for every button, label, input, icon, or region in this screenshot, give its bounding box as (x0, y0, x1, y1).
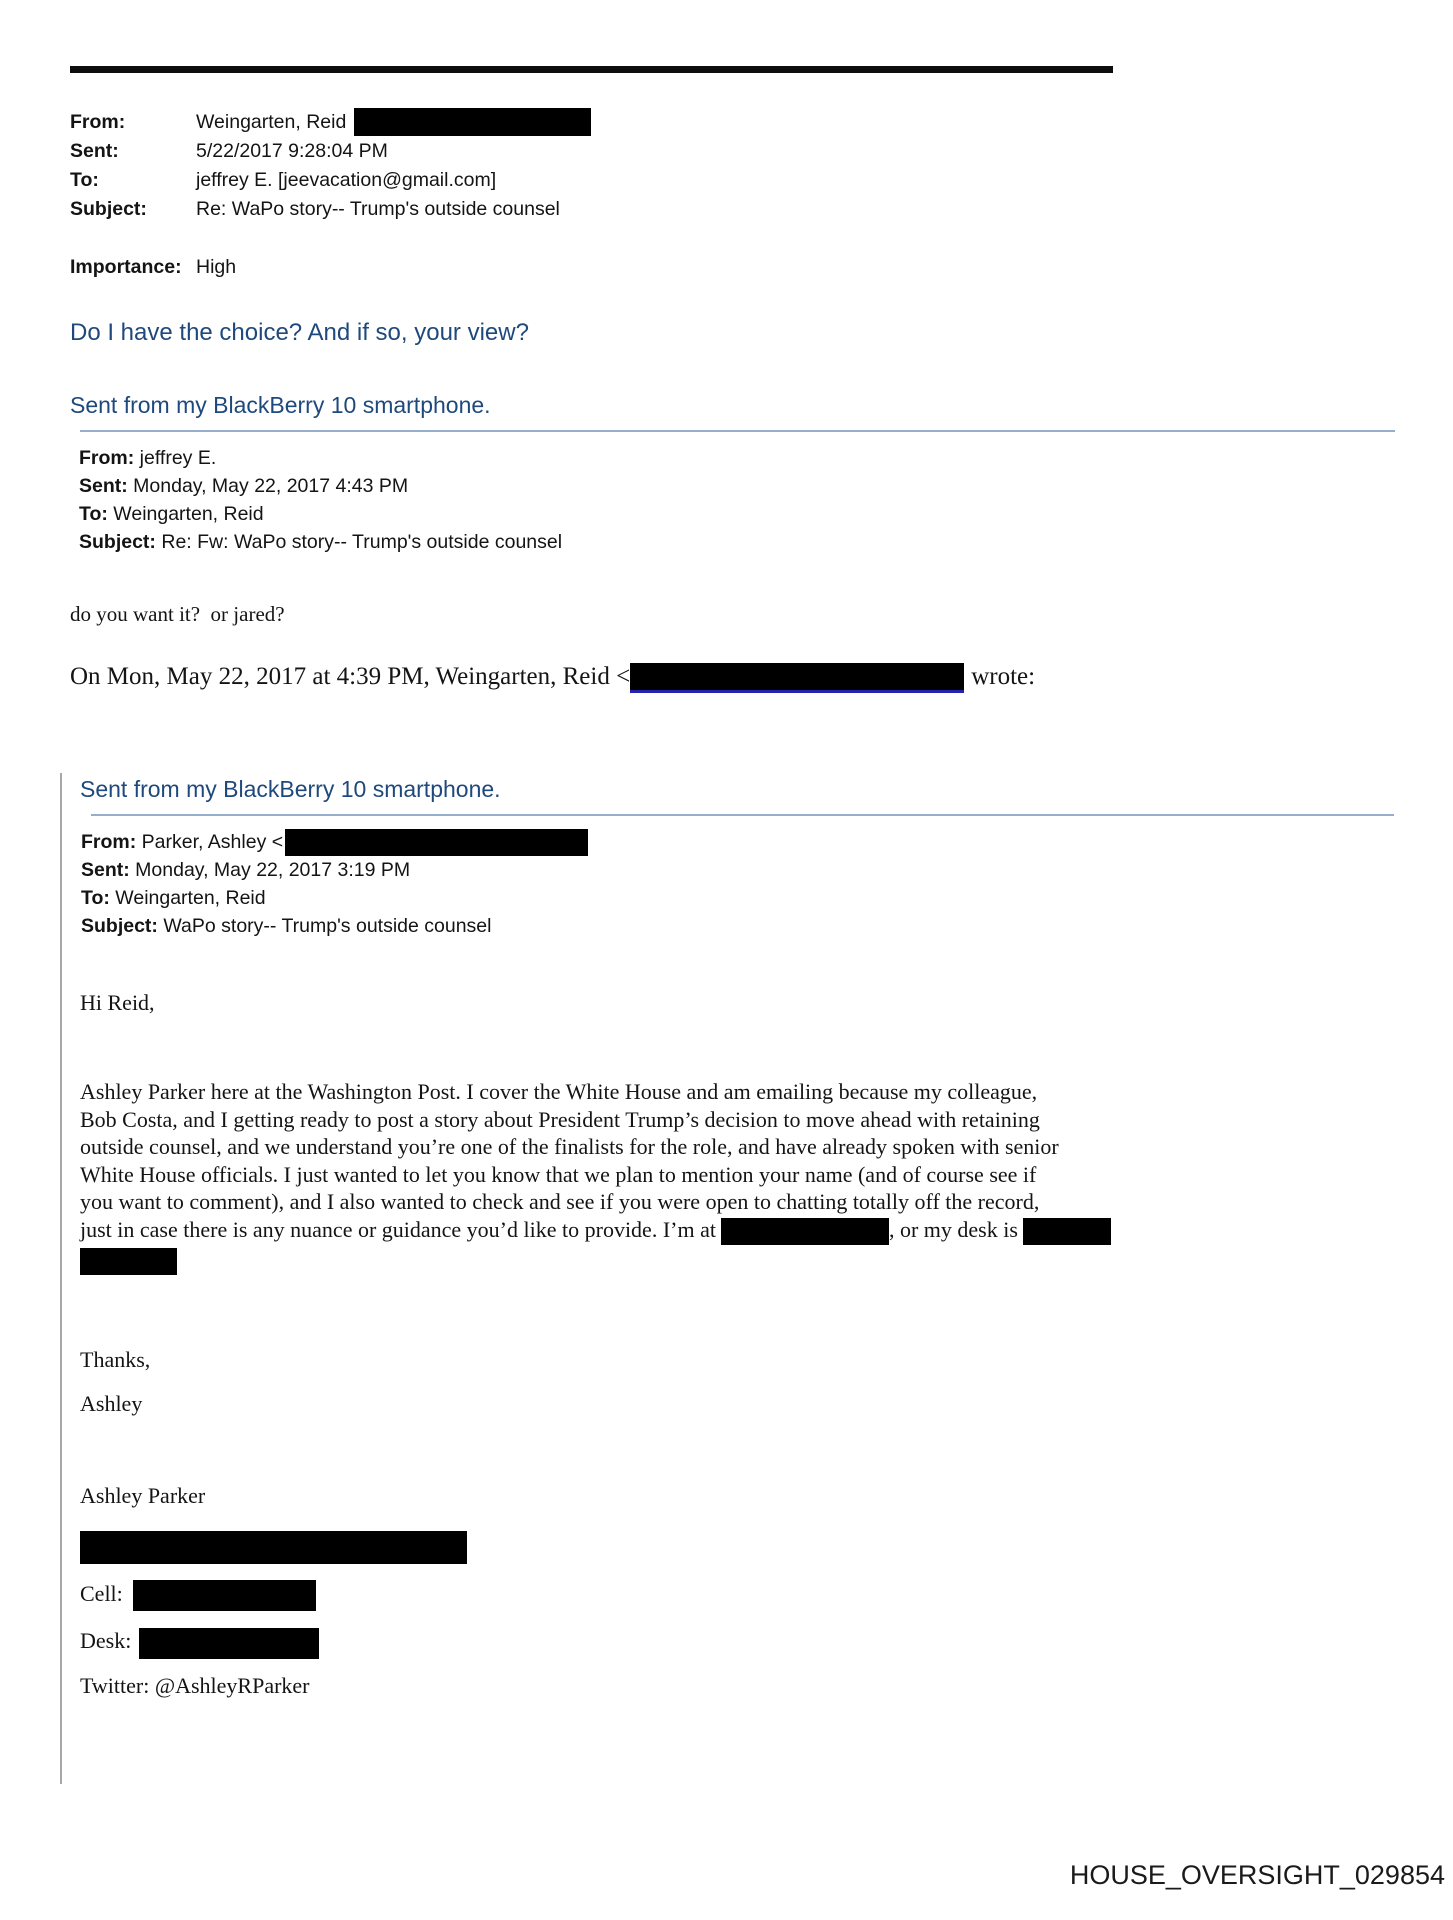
body-line: White House officials. I just wanted to let you know that we plan to mention your name (and of course see if (80, 1161, 1037, 1187)
body-line-text: , or my desk is (888, 1216, 1018, 1242)
subject-value: Re: WaPo story-- Trump's outside counsel (196, 198, 560, 220)
header-divider-rule (91, 814, 1394, 816)
desk-row (80, 1624, 1405, 1658)
email3-header (80, 828, 1405, 940)
subject-label: Subject: (70, 198, 147, 220)
from-label: From: (70, 111, 126, 133)
subject-label: Subject: (79, 531, 156, 553)
email-thread (70, 108, 1405, 1784)
email1-importance-row (70, 253, 1405, 282)
subject-value: Re: Fw: WaPo story-- Trump's outside counsel (161, 531, 563, 553)
top-divider-rule (70, 66, 1113, 73)
email2-sent-row (79, 472, 1405, 500)
email2-to-row (79, 500, 1405, 528)
email3-closing-name: Ashley (80, 1390, 143, 1416)
sent-value: Monday, May 22, 2017 4:43 PM (133, 475, 409, 497)
sent-label: Sent: (79, 475, 128, 497)
sent-label: Sent: (70, 140, 119, 162)
from-label: From: (79, 447, 135, 469)
redaction-bar (139, 1628, 319, 1659)
email1-header (70, 108, 1405, 282)
redaction-bar (80, 1248, 177, 1275)
email1-body-text: Do I have the choice? And if so, your view? (70, 319, 529, 346)
sent-label: Sent: (81, 859, 130, 882)
from-label: From: (81, 831, 137, 853)
redaction-bar (630, 663, 964, 693)
email2-body-text: do you want it? or jared? (70, 602, 285, 626)
body-line-with-redactions (80, 1216, 1405, 1245)
quoted-email-block (60, 773, 1405, 1784)
to-label: To: (70, 169, 99, 191)
redaction-bar (133, 1580, 316, 1611)
to-label: To: (81, 887, 110, 910)
bates-number: HOUSE_OVERSIGHT_029854 (1069, 1860, 1445, 1890)
email3-closing: Thanks, (80, 1346, 151, 1372)
to-value: Weingarten, Reid (115, 887, 266, 910)
quote-attribution-prefix: On Mon, May 22, 2017 at 4:39 PM, Weingarten, Reid < (70, 663, 631, 690)
subject-value: WaPo story-- Trump's outside counsel (163, 915, 492, 938)
from-value (196, 108, 591, 137)
redaction-bar (721, 1218, 889, 1245)
from-value: jeffrey E. (139, 447, 217, 469)
body-line: you want to comment), and I also wanted to check and see if you were open to chatting totally off the record, (80, 1189, 1040, 1215)
from-value: Parker, Ashley < (141, 831, 284, 853)
subject-label: Subject: (81, 915, 158, 938)
quote-attribution-line (70, 659, 1405, 695)
sent-value: 5/22/2017 9:28:04 PM (196, 140, 388, 162)
sent-value: Monday, May 22, 2017 3:19 PM (135, 859, 411, 882)
redaction-bar (1023, 1218, 1111, 1245)
header-divider-rule (80, 430, 1395, 432)
quote-attribution-suffix: wrote: (971, 663, 1036, 690)
email1-to-row (70, 166, 1405, 195)
cell-row (80, 1577, 1405, 1611)
email3-subject-row (81, 912, 1405, 940)
body-line: Bob Costa, and I getting ready to post a story about President Trump’s decision to move ahead with retaining (80, 1106, 1040, 1132)
email3-mobile-signature: Sent from my BlackBerry 10 smartphone. (80, 776, 501, 802)
redaction-bar (285, 829, 588, 856)
desk-label: Desk: (80, 1628, 132, 1654)
to-label: To: (79, 503, 108, 525)
importance-label: Importance: (70, 256, 182, 278)
body-line: Ashley Parker here at the Washington Post. I cover the White House and am emailing because my colleague, (80, 1079, 1038, 1105)
redaction-bar (354, 108, 591, 136)
body-line-text: just in case there is any nuance or guidance you’d like to provide. I’m at (80, 1216, 716, 1242)
from-name: Weingarten, Reid (196, 111, 347, 133)
twitter-row: Twitter: @AshleyRParker (80, 1672, 310, 1698)
email2-subject-row (79, 528, 1405, 556)
email3-sent-row (81, 856, 1405, 884)
redaction-bar (80, 1531, 467, 1564)
signature-full-name: Ashley Parker (80, 1482, 206, 1508)
email3-greeting: Hi Reid, (80, 990, 155, 1016)
to-value: jeffrey E. [jeevacation@gmail.com] (196, 169, 497, 191)
email3-to-row (81, 884, 1405, 912)
importance-value: High (196, 256, 237, 278)
cell-label: Cell: (80, 1580, 123, 1606)
email3-from-row (81, 828, 1405, 856)
email2-header (70, 444, 1405, 556)
body-line: outside counsel, and we understand you’re one of the finalists for the role, and have already spoken with senior (80, 1134, 1059, 1160)
email1-sent-row (70, 137, 1405, 166)
email1-mobile-signature: Sent from my BlackBerry 10 smartphone. (70, 392, 491, 418)
email1-from-row (70, 108, 1405, 137)
email1-subject-row (70, 195, 1405, 224)
body-line-redacted (80, 1245, 1405, 1274)
email3-body-paragraph (80, 1078, 1405, 1274)
email2-from-row (79, 444, 1405, 472)
to-value: Weingarten, Reid (113, 503, 264, 525)
